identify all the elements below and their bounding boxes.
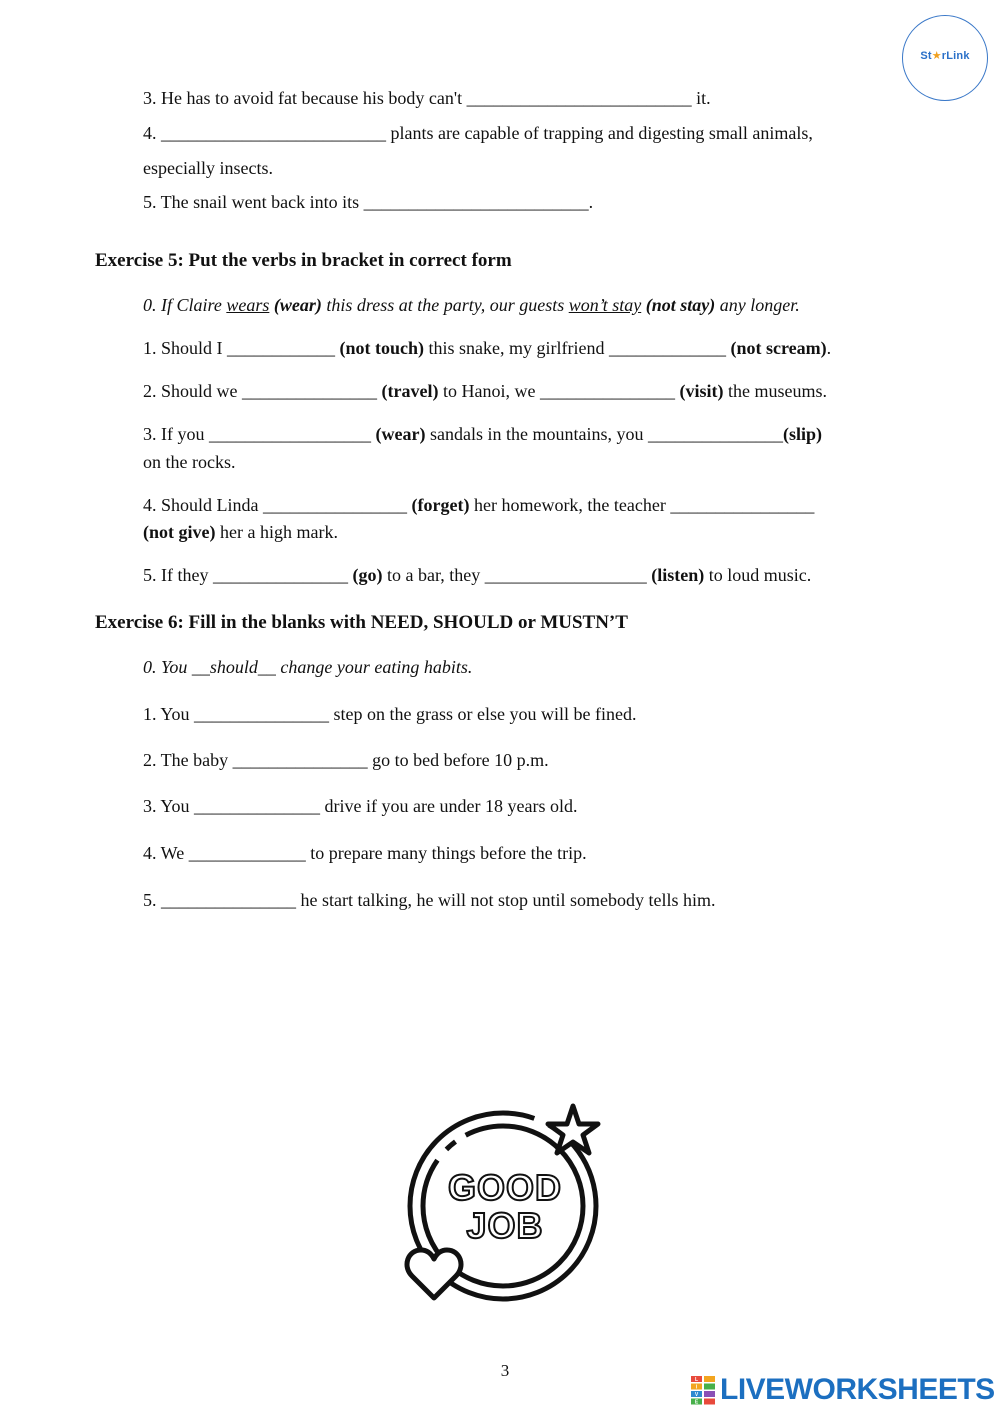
ex6-item-4[interactable]: 4. We _____________ to prepare many things before the trip. xyxy=(143,843,587,863)
answer-blank[interactable]: _________________________ xyxy=(161,123,386,143)
badge-line-1: GOOD xyxy=(447,1167,563,1208)
ex4-item-5: 5. The snail went back into its _________________________. xyxy=(143,192,594,212)
ex5-item-2: 2. Should we _______________ (travel) to Hanoi, we _______________ (visit) the museums. xyxy=(143,381,827,401)
ex4-item-3: 3. He has to avoid fat because his body can't _________________________ it. xyxy=(143,88,711,108)
liveworksheets-logo[interactable] xyxy=(690,1374,995,1406)
heart-icon xyxy=(407,1250,461,1298)
answer-blank[interactable]: ________________ xyxy=(670,495,815,515)
answer-blank[interactable]: __________________ xyxy=(209,424,371,444)
answer-blank[interactable]: _____________ xyxy=(608,338,726,358)
liveworksheets-wordmark[interactable]: LIVEWORKSHEETS xyxy=(720,1373,995,1406)
ex6-item-5[interactable]: 5. _______________ he start talking, he will not stop until somebody tells him. xyxy=(143,890,716,910)
ex6-item-3[interactable]: 3. You ______________ drive if you are under 18 years old. xyxy=(143,796,578,816)
ex5-item-4: 4. Should Linda ________________ (forget) her homework, the teacher ________________ xyxy=(143,495,815,515)
logo-text: St★rLink xyxy=(920,50,970,62)
good-job-badge-icon xyxy=(400,1100,610,1310)
star-icon: ★ xyxy=(931,50,942,62)
ex5-item-1: 1. Should I ____________ (not touch) this snake, my girlfriend _____________ (not scream). xyxy=(143,338,832,358)
ex4-item-4: 4. _________________________ plants are capable of trapping and digesting small animals, xyxy=(143,123,813,143)
ex6-item-2[interactable]: 2. The baby _______________ go to bed before 10 p.m. xyxy=(143,750,549,770)
exercise-5-title: Exercise 5: Put the verbs in bracket in correct form xyxy=(95,250,512,271)
answer-blank[interactable]: _______________ xyxy=(539,381,675,401)
answer-blank[interactable]: _________________________ xyxy=(363,192,589,212)
answer-blank[interactable]: _______________ xyxy=(212,565,348,585)
svg-text:I: I xyxy=(695,1384,698,1391)
answer-blank[interactable]: _______________ xyxy=(242,381,377,401)
answer-blank[interactable]: _______________ xyxy=(647,424,783,444)
ex6-item-1[interactable]: 1. You _______________ step on the grass or else you will be fined. xyxy=(143,704,637,724)
answer-blank[interactable]: ____________ xyxy=(227,338,336,358)
ex5-item-4-continued: (not give) her a high mark. xyxy=(143,522,338,542)
ex5-example: 0. If Claire wears (wear) this dress at the party, our guests won’t stay (not stay) any longer. xyxy=(143,295,800,315)
answer-blank[interactable]: __________________ xyxy=(484,565,647,585)
answer-blank[interactable]: _________________________ xyxy=(466,88,692,108)
svg-text:E: E xyxy=(694,1399,699,1405)
liveworksheets-mark-icon xyxy=(690,1375,716,1405)
ex5-item-3-continued: on the rocks. xyxy=(143,452,236,472)
example-answer: wears xyxy=(226,295,270,315)
answer-blank[interactable]: ________________ xyxy=(263,495,407,515)
badge-line-2: JOB xyxy=(466,1205,544,1246)
ex5-item-5: 5. If they _______________ (go) to a bar, they __________________ (listen) to loud music. xyxy=(143,565,812,585)
page-number: 3 xyxy=(500,1361,510,1380)
exercise-6-title: Exercise 6: Fill in the blanks with NEED, SHOULD or MUSTN’T xyxy=(95,612,628,633)
ex4-item-4-continued: especially insects. xyxy=(143,158,273,178)
ex5-item-3: 3. If you __________________ (wear) sandals in the mountains, you _______________(slip) xyxy=(143,424,822,444)
example-answer: won’t stay xyxy=(568,295,642,315)
starlink-logo xyxy=(902,15,988,101)
ex6-example: 0. You __should__ change your eating habits. xyxy=(143,657,473,677)
svg-text:V: V xyxy=(694,1392,699,1398)
svg-text:L: L xyxy=(694,1377,699,1383)
